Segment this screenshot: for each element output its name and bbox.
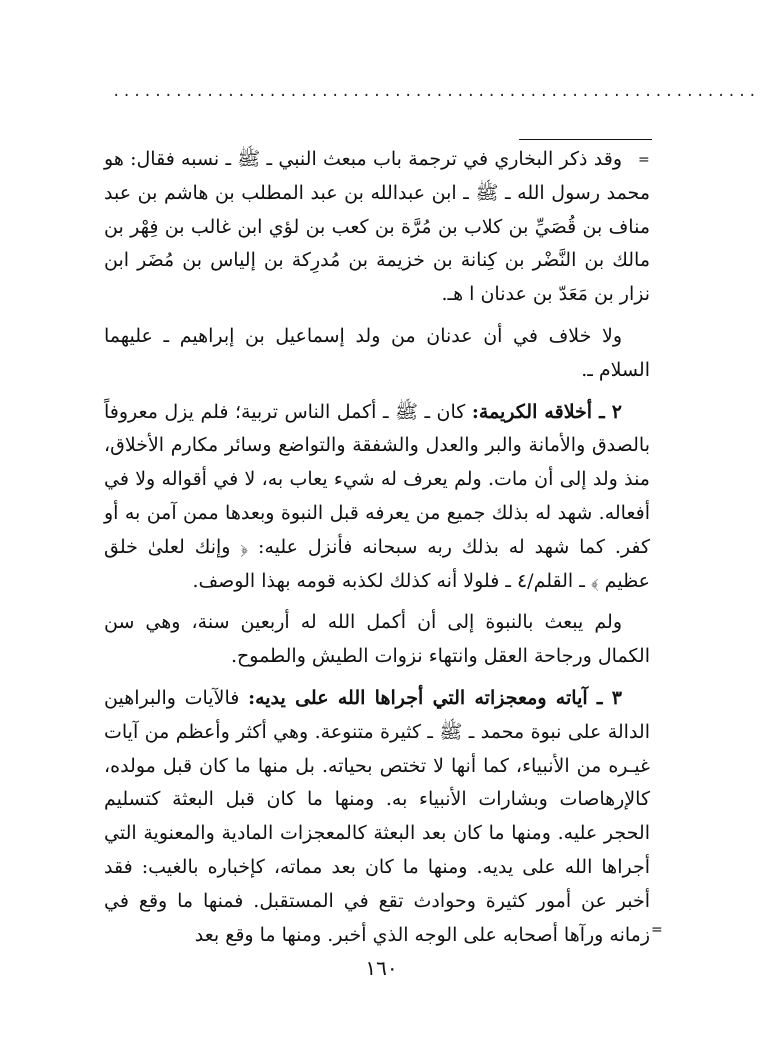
page-number: ١٦٠ xyxy=(365,956,398,980)
continuation-mark-top: = xyxy=(638,152,650,168)
paragraph-text: فالآيات والبراهين الدالة على نبوة محمد ـ ﷺ ـ كثيرة متنوعة. وهي أكثر وأعظم من آيات غيـره من الأنبياء، كما أنها لا تختص بحياته. بل منها ما كان قبل مولده، كالإرهاصات وبشارات الأنبياء به. ومنها ما كان قبل البعثة كتسليم الحجر عليه. ومنها ما كان بعد البعثة كالمعجزات المادية والمعنوية التي أجراها الله على يديه. ومنها ما كان بعد مماته، كإخباره بالغيب: فقد أخبر عن أمور كثيرة وحوادث تقع في المستقبل. فمنها ما وقع في زمانه ورآها أصحابه على الوجه الذي أخبر. ومنها ما وقع بعد xyxy=(104,686,650,946)
continuation-mark-bottom: = xyxy=(651,922,663,938)
dot-leader: .............................................................. xyxy=(112,84,759,100)
footnote-separator-rule xyxy=(519,139,652,140)
footnote-body xyxy=(104,143,650,952)
paragraph-text: ولم يبعث بالنبوة إلى أن أكمل الله له أربعين سنة، وهي سن الكمال ورجاحة العقل وانتهاء نزوات الطيش والطموح. xyxy=(104,611,650,668)
paragraph-miracles xyxy=(104,682,650,952)
paragraph-lineage xyxy=(104,143,650,312)
section-heading: ٣ ـ آياته ومعجزاته التي أجراها الله على يديه: xyxy=(248,686,622,709)
paragraph-text: ولا خلاف في أن عدنان من ولد إسماعيل بن إبراهيم ـ عليهما السلام ـ. xyxy=(104,324,650,381)
section-heading: ٢ ـ أخلاقه الكريمة: xyxy=(471,400,622,423)
paragraph-text: وقد ذكر البخاري في ترجمة باب مبعث النبي ـ ﷺ ـ نسبه فقال: هو محمد رسول الله ـ ﷺ ـ ابن عبدالله بن عبد المطلب بن هاشم بن عبد مناف بن قُصَيِّ بن كلاب بن مُرَّة بن كعب بن لؤي ابن غالب بن فِهْر بن مالك بن النَّضْر بن كِنانة بن خزيمة بن مُدرِكة بن إلياس بن مُضَر ابن نزار بن مَعَدّ بن عدنان ا هـ. xyxy=(104,148,650,306)
paragraph-character xyxy=(104,396,650,599)
paragraph-prophethood-age xyxy=(104,606,650,674)
paragraph-adnan xyxy=(104,320,650,388)
paragraph-text: كان ـ ﷺ ـ أكمل الناس تربية؛ فلم يزل معروفاً بالصدق والأمانة والبر والعدل والشفقة والتواضع وسائر مكارم الأخلاق، منذ ولد إلى أن مات. ولم يعرف له شيء يعاب به، لا في أقواله ولا في أفعاله. شهد له بذلك جميع من يعرفه قبل النبوة وبعدها ممن آمن به أو كفر. كما شهد له بذلك ربه سبحانه فأنزل عليه: ﴿ وإنك لعلىٰ خلق عظيم ﴾ ـ القلم/٤ ـ فلولا أنه كذلك لكذبه قومه بهذا الوصف. xyxy=(104,400,650,592)
